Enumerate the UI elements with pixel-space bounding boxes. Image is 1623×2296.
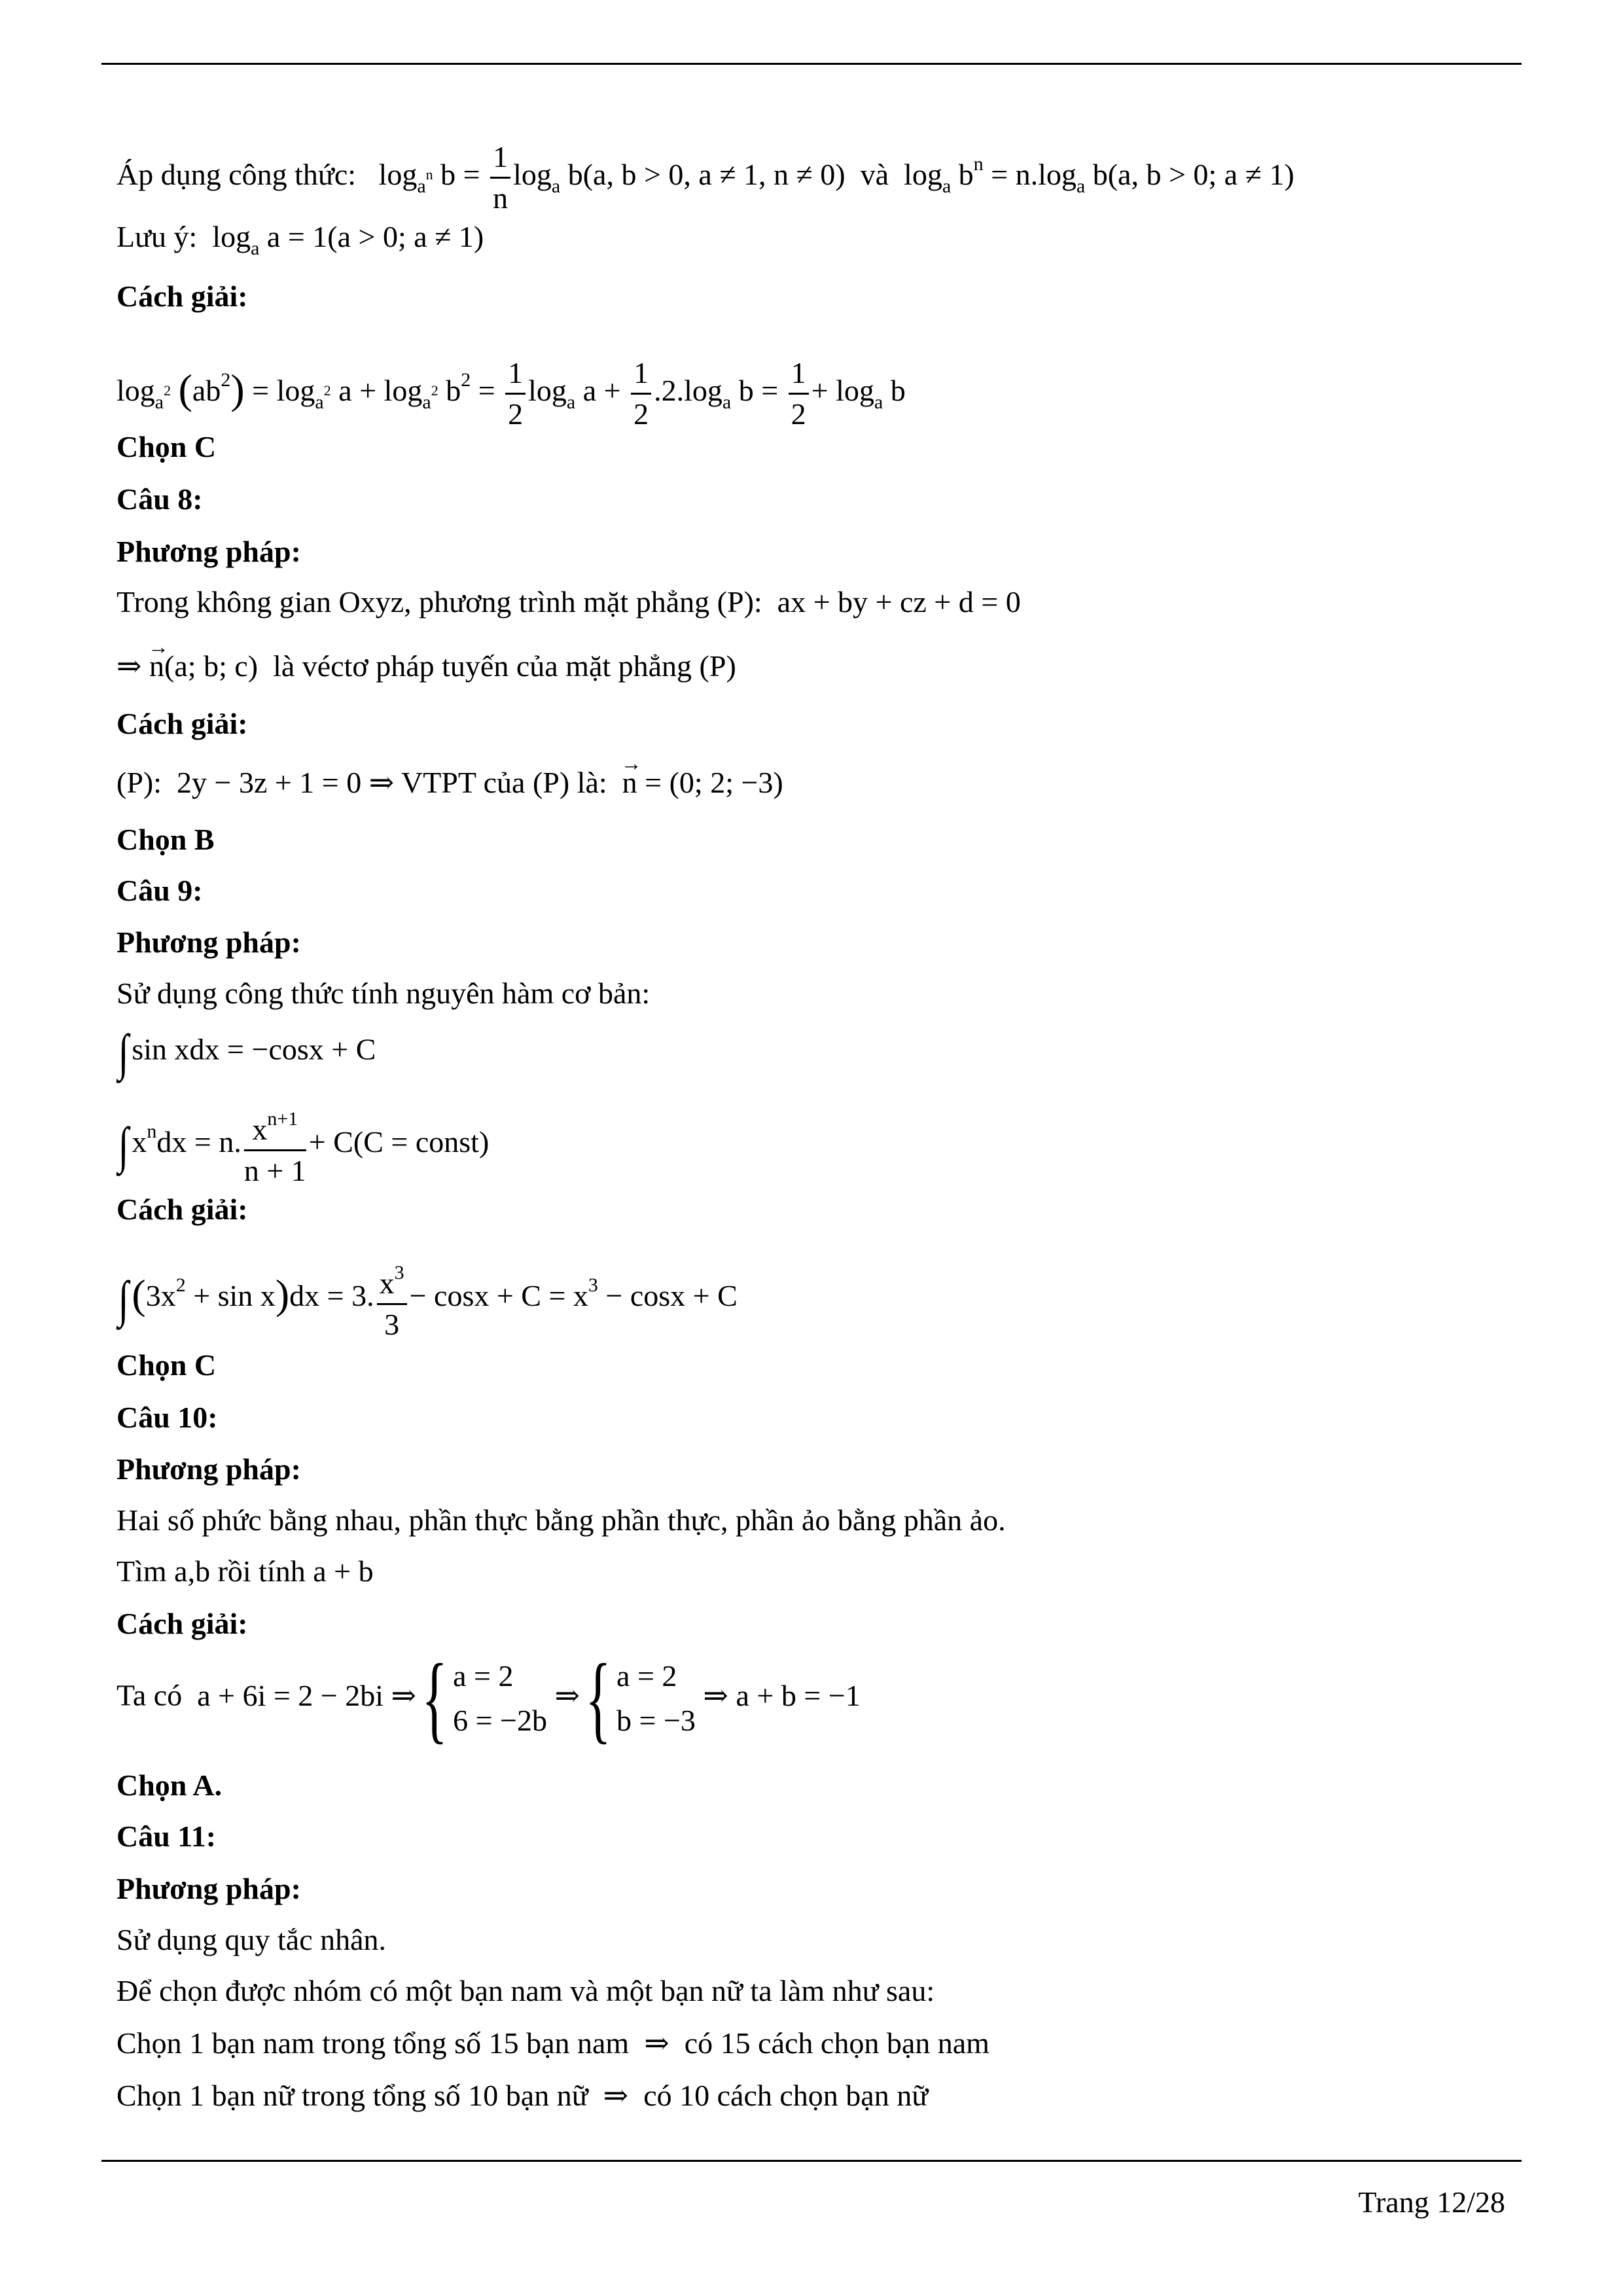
nu-line bbox=[116, 2077, 928, 2114]
vecto-text: là véctơ pháp tuyến của mặt phẳng (P) bbox=[273, 649, 736, 683]
integral-power-formula: ∫ $x^ndx = n$. $\frac{x^{n+1}}{n + 1}$ + C(C = const) bbox=[116, 1100, 489, 1191]
answer-10: Chọn A. bbox=[116, 1768, 223, 1802]
heading-cau-9: Câu 9: bbox=[116, 874, 203, 907]
page-number: Trang 12/28 bbox=[1358, 2185, 1505, 2219]
plane-equation: ax + by + cz + d = 0 bbox=[770, 585, 1021, 619]
heading-phuong-phap-11: Phương pháp: bbox=[116, 1872, 301, 1905]
heading-cach-giai-7: Cách giải: bbox=[116, 279, 248, 313]
implies-arrow: ⇒ bbox=[596, 2079, 636, 2112]
solution-9-formula: $\int(3x^2 + \sin x)dx = 3$. $\frac{x^3}{3}$ − $\cos x + C = x^3 - \cos x + C$ bbox=[116, 1253, 738, 1344]
answer-7: Chọn C bbox=[116, 430, 217, 463]
nu-text-1: Chọn 1 bạn nữ trong tổng số 10 bạn nữ bbox=[116, 2079, 588, 2112]
plane-p-equation: (P): 2y − 3z + 1 = 0 ⇒ bbox=[116, 766, 401, 799]
heading-phuong-phap-8: Phương pháp: bbox=[116, 535, 301, 568]
heading-cach-giai-10: Cách giải: bbox=[116, 1607, 248, 1640]
formula-line-1 bbox=[116, 137, 1294, 218]
nam-text-2: có 15 cách chọn bạn nam bbox=[684, 2026, 990, 2060]
vtpt-vector: → n = (0; 2; −3) bbox=[615, 766, 783, 799]
note-line bbox=[116, 219, 484, 267]
method-8-line-2 bbox=[116, 648, 736, 685]
heading-cau-8: Câu 8: bbox=[116, 482, 203, 516]
header-rule bbox=[101, 63, 1522, 65]
method-8-line-1 bbox=[116, 584, 1021, 620]
solution-7-formula: $\log_{a^2} (ab^2) = \log_{a^2} a + \log_{a^2} b^2$ = $\frac{1}{2}$ $\log_a a$ + $\frac{1}{2}$ $.2.\log_a$ b = $\frac{1}{2}$ + $\log_a b$ bbox=[116, 353, 906, 434]
solution-10-system: a + 6i = 2 − 2bi ⇒{ a = 2 6 = −2b ⇒{ a = 2 b = −3 ⇒ a + b = −1 bbox=[189, 1644, 861, 1753]
integral-icon: ∫ bbox=[118, 1024, 129, 1081]
footer-rule bbox=[101, 2160, 1522, 2162]
so-phuc-text: Hai số phức bằng nhau, phần thực bằng phần thực, phần ảo bằng phần ảo. bbox=[116, 1503, 1006, 1537]
formula-log-power-base: $\log_{a^n} b$ = $\frac{1}{n}$ $\log_a b(a$, b > 0, a ≠ 1, n ≠ 0) bbox=[364, 158, 846, 191]
heading-phuong-phap-10: Phương pháp: bbox=[116, 1452, 301, 1486]
solution-8-line bbox=[116, 764, 783, 801]
quy-tac-text: Sử dụng quy tắc nhân. bbox=[116, 1923, 387, 1956]
integral-sin-formula: ∫ sin xdx = −cosx + C bbox=[118, 1024, 376, 1081]
de-chon-text: Để chọn được nhóm có một bạn nam và một bạn nữ ta làm như sau: bbox=[116, 1974, 935, 2007]
oxyz-text: Trong không gian Oxyz, phương trình mặt phẳng (P): bbox=[116, 585, 762, 619]
heading-phuong-phap-9: Phương pháp: bbox=[116, 925, 301, 959]
nam-line bbox=[116, 2025, 990, 2062]
luuy-label: Lưu ý: bbox=[116, 220, 198, 253]
nam-text-1: Chọn 1 bạn nam trong tổng số 15 bạn nam bbox=[116, 2026, 630, 2060]
formula-log-power-arg: $\log_a b^n = n.\log_a$ b(a, b > 0; a ≠ 1) bbox=[904, 153, 1294, 198]
nu-text-2: có 10 cách chọn bạn nữ bbox=[643, 2079, 929, 2112]
answer-8: Chọn B bbox=[116, 823, 215, 856]
taco-text: Ta có bbox=[116, 1678, 183, 1712]
tim-ab-text: Tìm a,b rồi tính a + b bbox=[116, 1554, 374, 1588]
heading-cach-giai-9: Cách giải: bbox=[116, 1193, 248, 1226]
answer-9: Chọn C bbox=[116, 1348, 217, 1382]
vtpt-text: VTPT của (P) là: bbox=[401, 766, 607, 799]
apdung-label: Áp dụng công thức: bbox=[116, 158, 357, 192]
integral-icon: ∫ bbox=[118, 1270, 129, 1327]
heading-cau-11: Câu 11: bbox=[116, 1820, 217, 1853]
heading-cach-giai-8: Cách giải: bbox=[116, 707, 248, 740]
implies-arrow: ⇒ bbox=[636, 2026, 677, 2060]
integral-icon: ∫ bbox=[118, 1116, 129, 1174]
normal-vector-def: ⇒ → n(a; b; c) bbox=[116, 649, 258, 683]
nguyen-ham-text: Sử dụng công thức tính nguyên hàm cơ bản: bbox=[116, 977, 651, 1010]
solution-10-line bbox=[116, 1644, 861, 1753]
heading-cau-10: Câu 10: bbox=[116, 1401, 218, 1434]
formula-log-self: $\log_a a = 1(a > 0$; a ≠ 1) bbox=[204, 220, 484, 259]
va-label: và bbox=[860, 158, 889, 192]
